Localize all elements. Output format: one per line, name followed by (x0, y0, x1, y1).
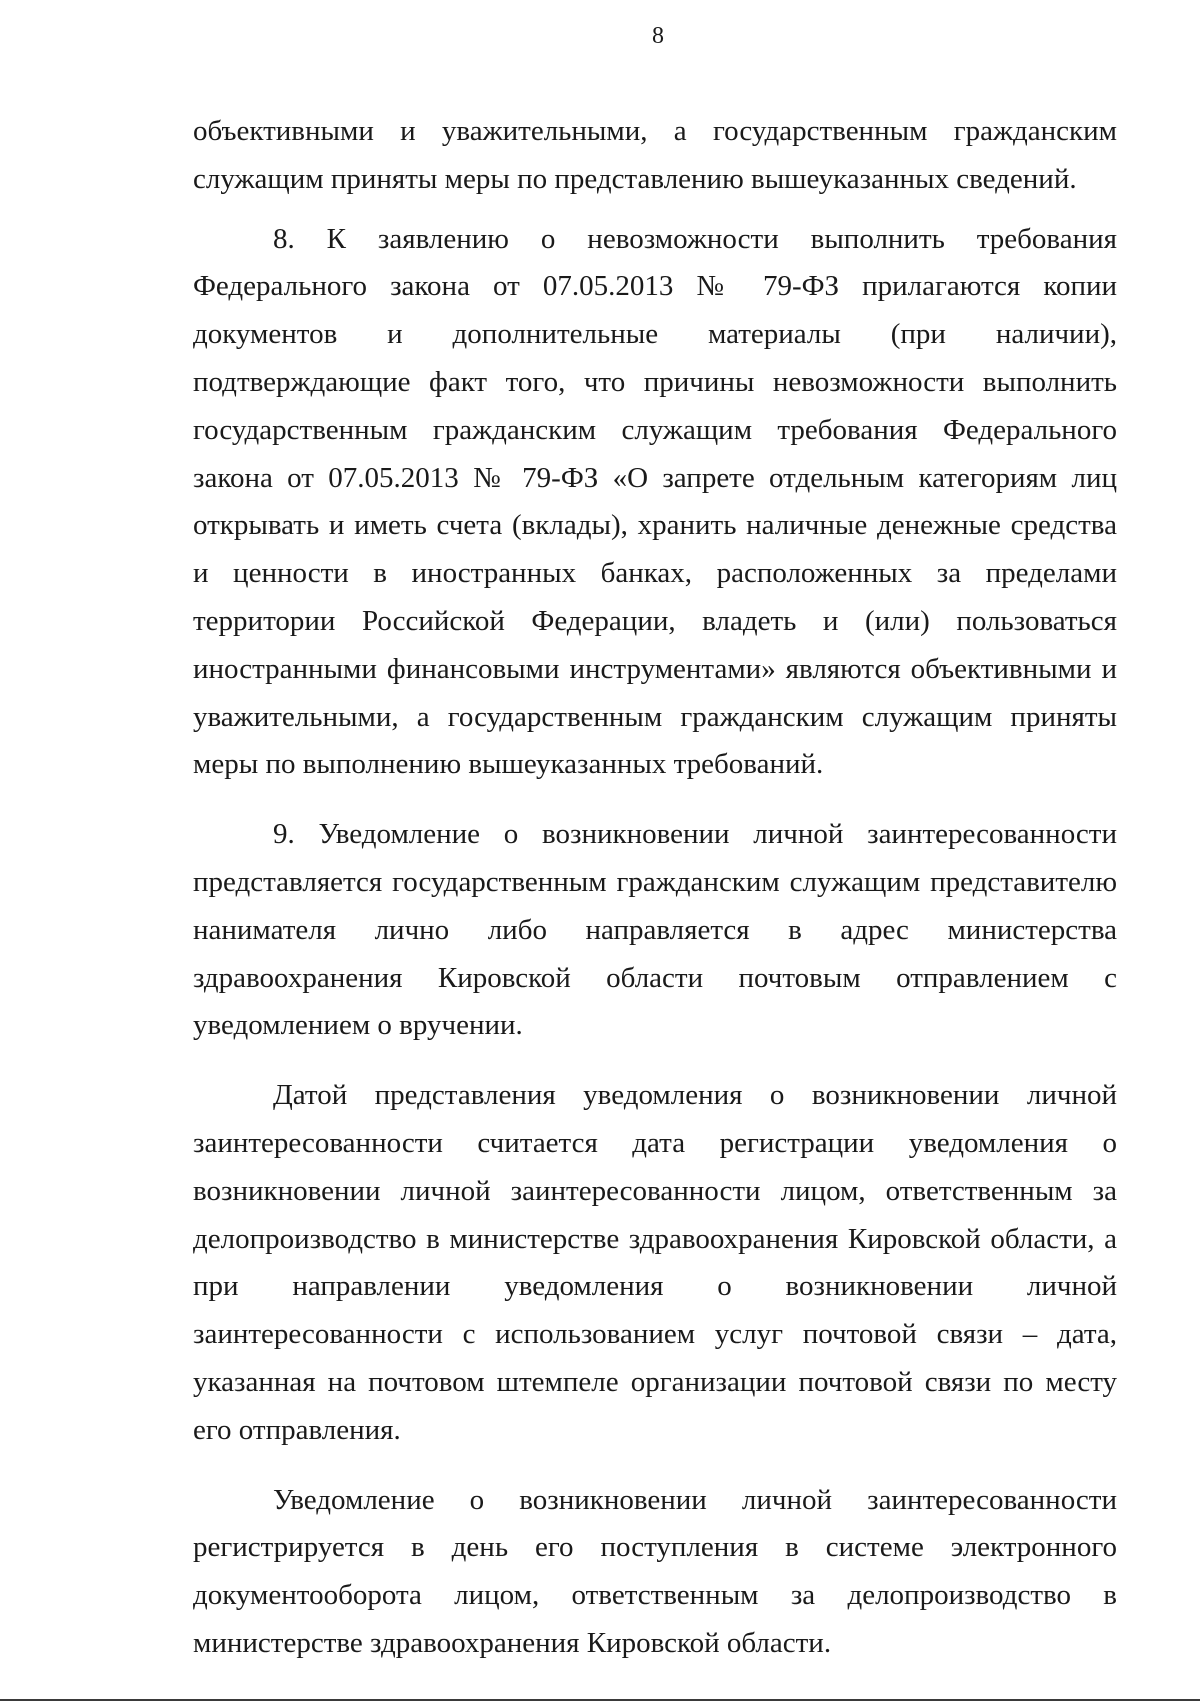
page-number: 8 (652, 23, 664, 49)
paragraph-notification-date: Датой представления уведомления о возникновении личной заинтересованности считается дата регистрации уведомления о возникновении личной заинтересованности лицом, ответственным за делопроизводство в министерстве здравоохранения Кировской области, а при направлении уведомления о возникновении личной заинтересованности с использованием услуг почтовой связи – дата, указанная на почтовом штемпеле организации почтовой связи по месту его отправления. (193, 1079, 1117, 1446)
paragraph-item-8: 8. К заявлению о невозможности выполнить требования Федерального закона от 07.05.2013 № 79-ФЗ прилагаются копии документов и дополнительные материалы (при наличии), подтверждающие факт того, что причины невозможности выполнить государственным гражданским служащим требования Федерального закона от 07.05.2013 № 79-ФЗ «О запрете отдельным категориям лиц открывать и иметь счета (вклады), хранить наличные денежные средства и ценности в иностранных банках, расположенных за пределами территории Российской Федерации, владеть и (или) пользоваться иностранными финансовыми инструментами» являются объективными и уважительными, а государственным гражданским служащим приняты меры по выполнению вышеуказанных требований. (193, 222, 1117, 781)
document-body (193, 108, 1117, 1668)
paragraph-item-9: 9. Уведомление о возникновении личной заинтересованности представляется государственным гражданским служащим представителю нанимателя лично либо направляется в адрес министерства здравоохранения Кировской области почтовым отправлением с уведомлением о вручении. (193, 818, 1117, 1042)
paragraph-continuation: объективными и уважительными, а государственным гражданским служащим приняты меры по представлению вышеуказанных сведений. (193, 115, 1117, 195)
page-bottom-edge (0, 1699, 1200, 1701)
paragraph-notification-registration: Уведомление о возникновении личной заинтересованности регистрируется в день его поступления в системе электронного документооборота лицом, ответственным за делопроизводство в министерстве здравоохранения Кировской области. (193, 1483, 1117, 1659)
